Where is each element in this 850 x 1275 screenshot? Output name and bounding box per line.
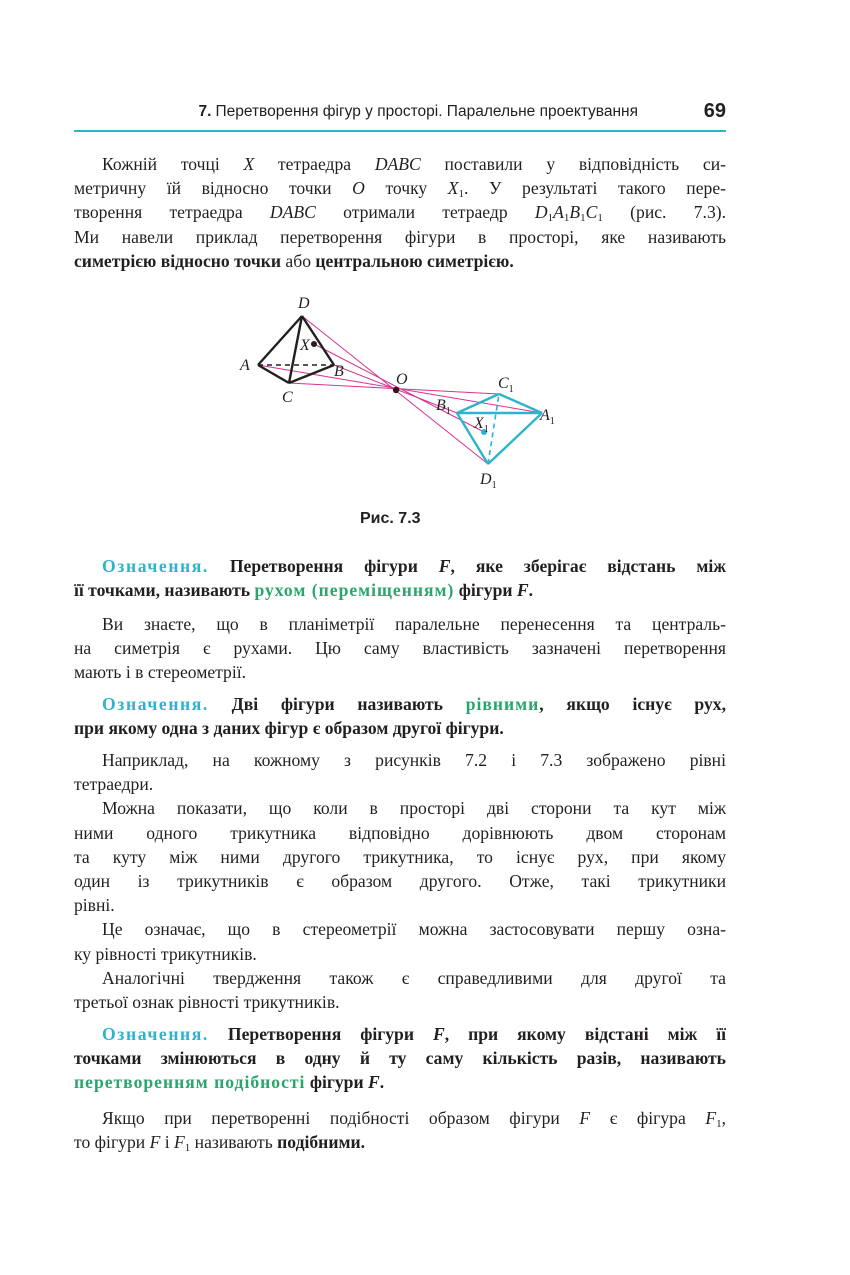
text-line: Це означає, що в стереометрії можна застосовувати першу озна-	[102, 919, 726, 940]
text-line: Наприклад, на кожному з рисунків 7.2 і 7.3 зображено рівні	[102, 750, 726, 770]
definition-equal-figures	[74, 692, 726, 740]
text-line: ними одного трикутника відповідно дорівнюють двом сторонам	[74, 822, 726, 843]
tetrahedron-dabc	[258, 316, 334, 383]
text-line: ку рівності трикутників.	[74, 943, 257, 964]
text-line: один із трикутників є образом другого. Отже, такі трикутники	[74, 870, 726, 891]
label-x: X	[300, 337, 310, 354]
figure-caption: Рис. 7.3	[360, 510, 421, 527]
label-a1: $A_1$	[540, 407, 555, 427]
chapter-title-text: Перетворення фігур у просторі. Паралельне проектування	[215, 103, 638, 120]
text-line: Ми навели приклад перетворення фігури в просторі, яке називають	[74, 226, 726, 247]
page-header	[74, 96, 726, 132]
label-a: A	[240, 357, 250, 374]
text-line: Якщо при перетворенні подібності образом фігури F є фігура $F_1$,	[102, 1108, 726, 1130]
label-x1: $X_1$	[474, 415, 489, 435]
text-line: при якому одна з даних фігур є образом другої фігури.	[74, 718, 504, 739]
text-line: та куту між ними другого трикутника, то існує рух, при якому	[74, 846, 726, 867]
label-o: O	[396, 371, 408, 388]
tetrahedron-d1a1b1c1	[457, 394, 542, 464]
text-line: Аналогічні твердження також є справедливими для другої та	[102, 967, 726, 988]
page-number: 69	[703, 100, 726, 122]
label-b: B	[334, 363, 344, 380]
text-line: рівні.	[74, 895, 115, 916]
label-d1: $D_1$	[480, 471, 497, 491]
paragraph-planimetry	[74, 612, 726, 685]
chapter-title	[199, 103, 638, 121]
text-line: Означення. Перетворення фігури F, яке зберігає відстань між	[102, 556, 726, 576]
text-line: симетрією відносно точки або центральною симетрією.	[74, 250, 514, 271]
label-b1: $B_1$	[436, 397, 451, 417]
text-line: метричну їй відносно точки O точку $X_1$. У результаті такого пере-	[74, 178, 726, 201]
point-x	[311, 341, 317, 347]
tetrahedra-central-symmetry-figure	[230, 290, 570, 500]
text-line: Означення. Перетворення фігури F, при якому відстані між її	[102, 1024, 726, 1044]
definition-similarity	[74, 1022, 726, 1095]
text-line: третьої ознак рівності трикутників.	[74, 991, 340, 1012]
chapter-number: 7.	[198, 103, 212, 120]
label-d: D	[298, 295, 310, 312]
text-line: Означення. Дві фігури називають рівними, якщо існує рух,	[102, 694, 726, 714]
text-line: Ви знаєте, що в планіметрії паралельне перенесення та централь-	[102, 614, 726, 634]
definition-motion	[74, 554, 726, 602]
text-line: Кожній точці X тетраедра DABC поставили у відповідність си-	[102, 154, 726, 174]
label-c1: $C_1$	[498, 375, 514, 395]
text-line: тетраедри.	[74, 774, 154, 795]
text-line: перетворенням подібності фігури F.	[74, 1072, 385, 1093]
label-c: C	[282, 389, 293, 406]
paragraph-central-symmetry	[74, 152, 726, 273]
text-line: її точками, називають рухом (переміщенням) фігури F.	[74, 580, 534, 601]
text-line: на симетрія є рухами. Цю саму властивість зазначені перетворення	[74, 638, 726, 659]
text-line: творення тетраедра DABC отримали тетраедр $D_1A_1B_1C_1$ (рис. 7.3).	[74, 202, 726, 225]
text-line: Можна показати, що коли в просторі дві сторони та кут між	[102, 798, 726, 819]
paragraph-similar-figures	[74, 1106, 726, 1154]
text-line: то фігури F і $F_1$ називають подібними.	[74, 1132, 365, 1155]
text-line: мають і в стереометрії.	[74, 662, 247, 683]
paragraph-examples	[74, 748, 726, 1014]
text-line: точками змінюються в одну й ту саму кількість разів, називають	[74, 1048, 726, 1069]
